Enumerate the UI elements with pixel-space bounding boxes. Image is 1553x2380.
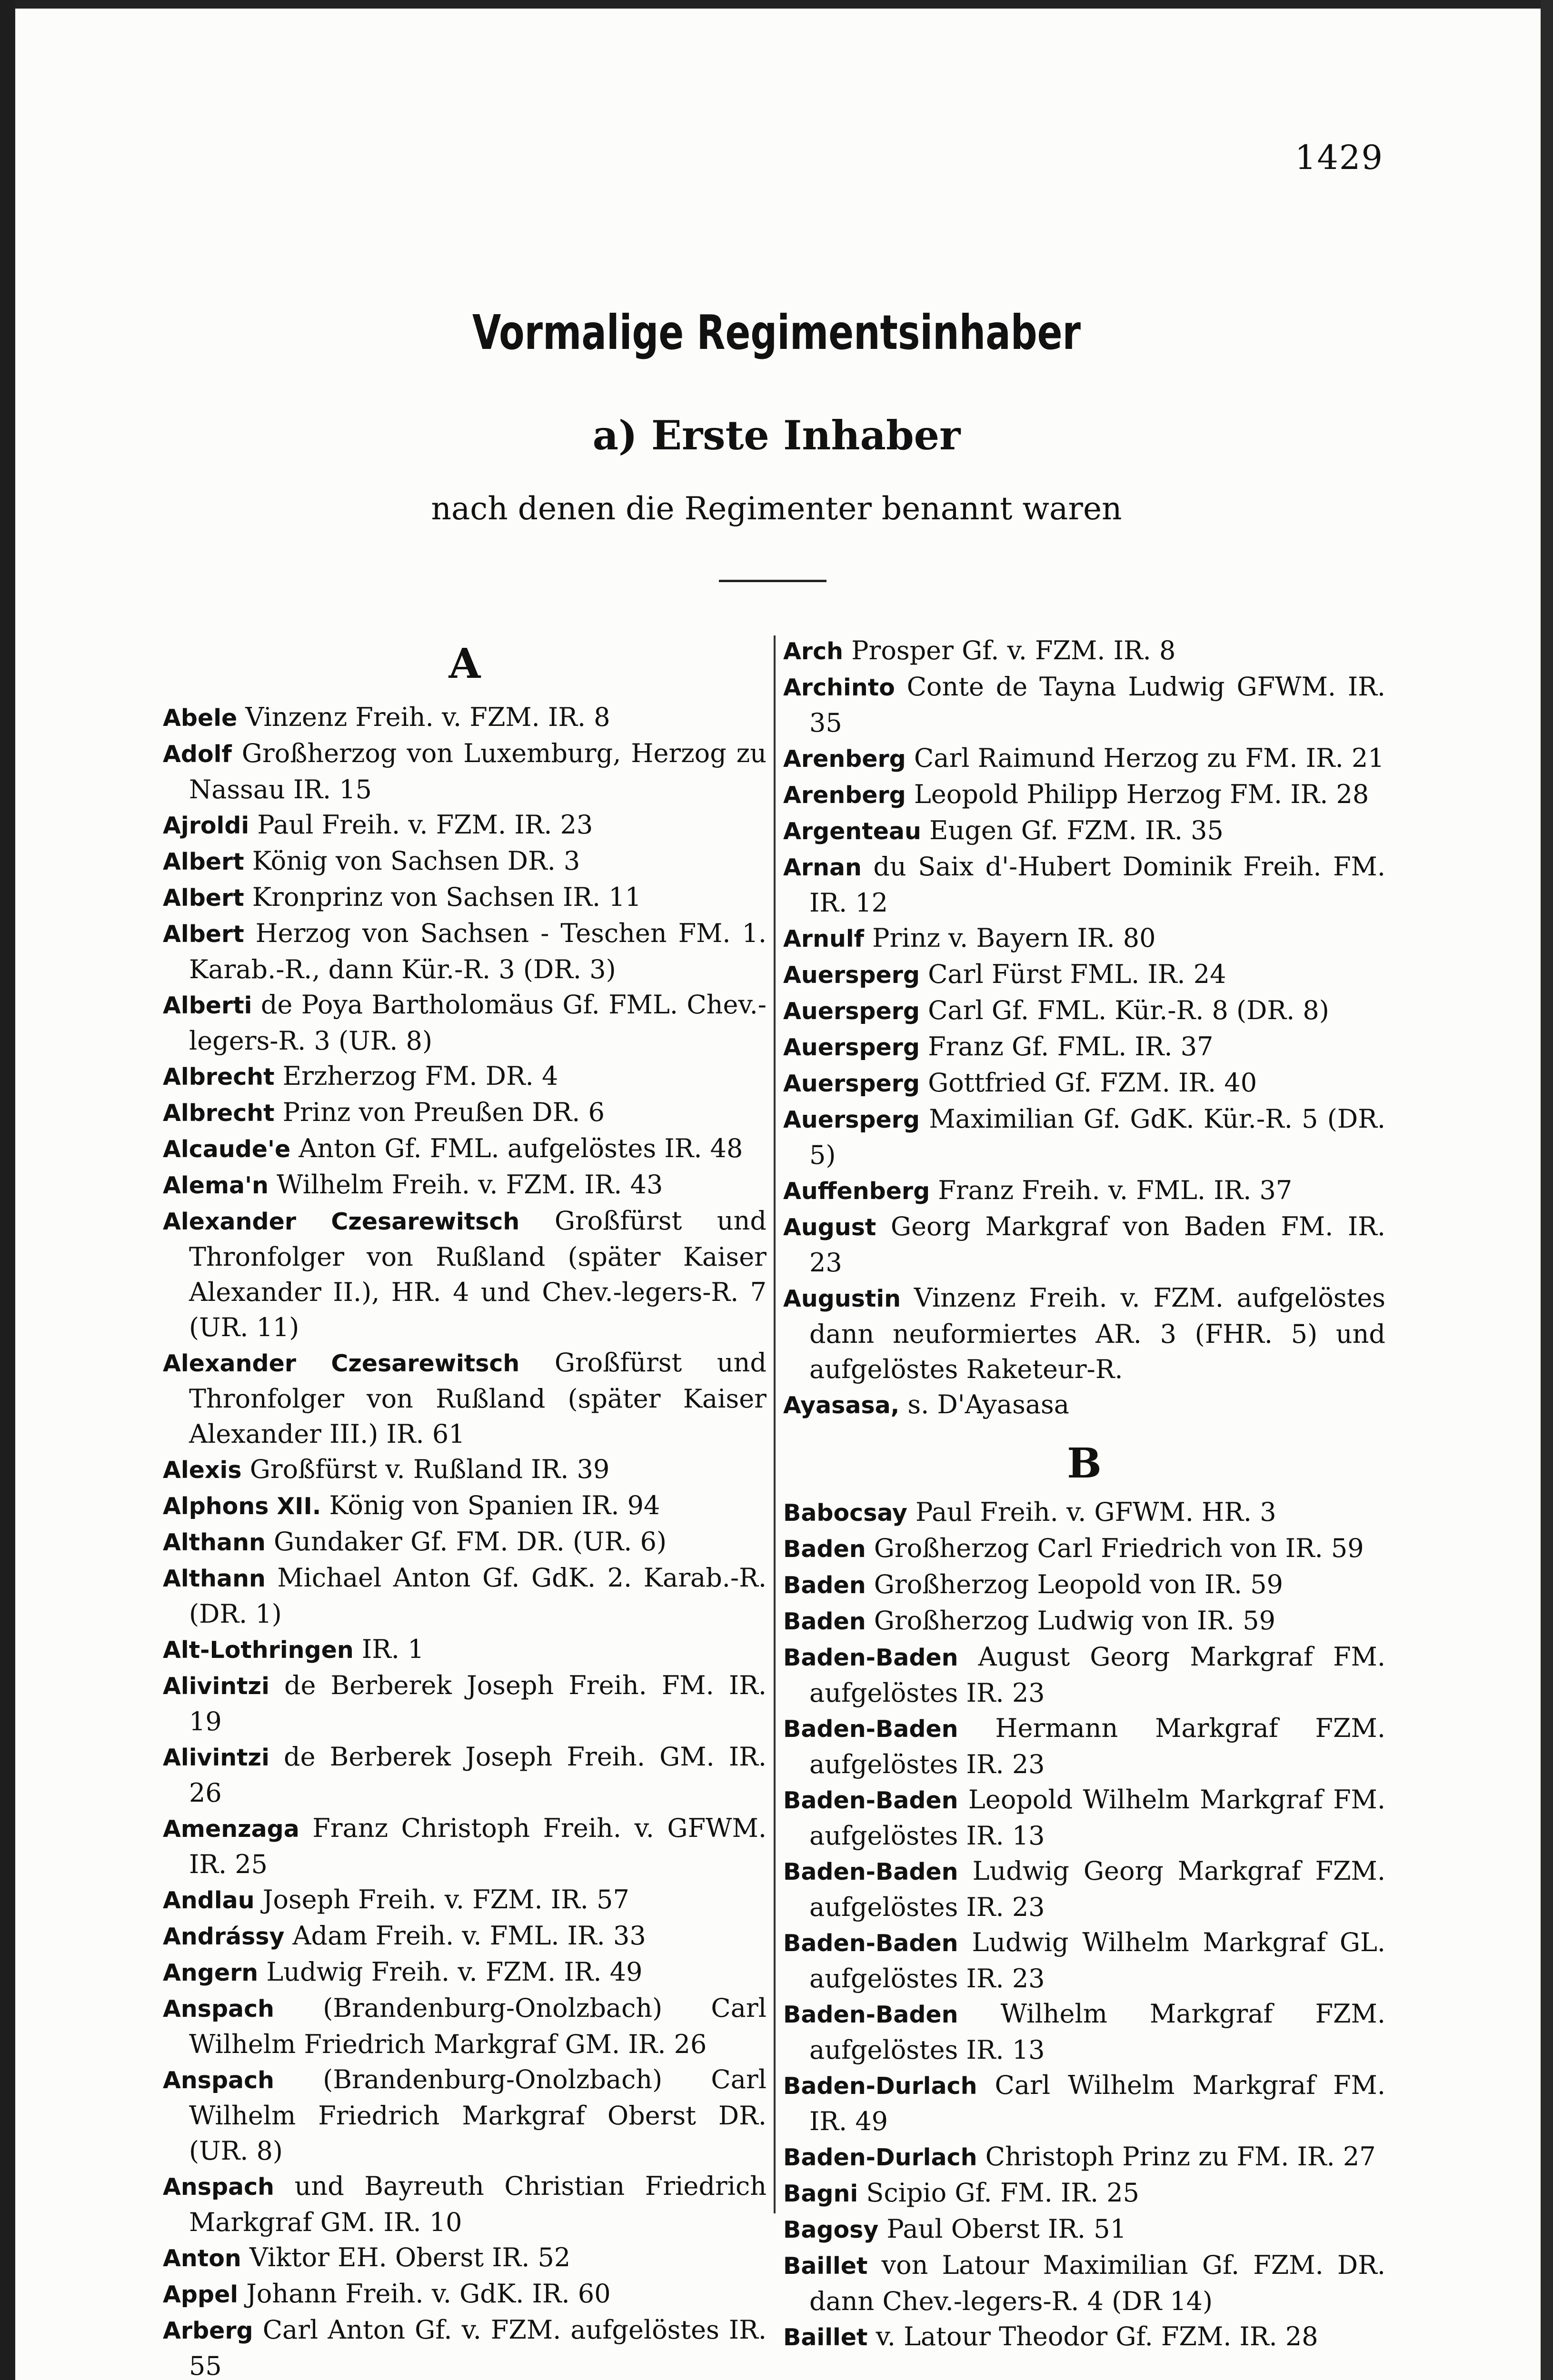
entry-text: Großherzog Leopold von IR. 59 — [866, 1569, 1283, 1599]
index-entry — [783, 2175, 1385, 2211]
index-entry — [783, 1173, 1385, 1209]
entry-text: du Saix d'-Hubert Dominik Freih. FM. IR. 12 — [809, 852, 1385, 918]
entry-text: Michael Anton Gf. GdK. 2. Karab.-R. (DR. 1) — [189, 1563, 767, 1629]
index-entry — [163, 1991, 767, 2062]
entry-headword: Alcaude'e — [163, 1136, 291, 1163]
index-entry — [783, 1603, 1385, 1639]
index-entry — [163, 1131, 767, 1167]
scan-border-left — [0, 0, 15, 2380]
index-entry — [163, 880, 767, 916]
entry-text: Joseph Freih. v. FZM. IR. 57 — [254, 1884, 629, 1914]
entry-text: Paul Freih. v. FZM. IR. 23 — [249, 810, 593, 840]
index-entry — [163, 2240, 767, 2276]
index-entry — [783, 741, 1385, 777]
entry-text: Prinz v. Bayern IR. 80 — [864, 923, 1156, 953]
index-entry — [163, 1954, 767, 1991]
entry-headword: Albert — [163, 884, 244, 912]
entry-text: Eugen Gf. FZM. IR. 35 — [921, 815, 1224, 845]
entry-text: de Poya Bartholomäus Gf. FML. Chev.-legers-R. 3 (UR. 8) — [189, 990, 767, 1056]
entry-headword: Baden-Baden — [783, 1787, 958, 1814]
index-entry — [163, 2312, 767, 2380]
entry-headword: Argenteau — [783, 818, 921, 845]
index-entry — [783, 1387, 1385, 1423]
entry-headword: Alberti — [163, 992, 252, 1019]
entry-text: Ludwig Georg Markgraf FZM. aufgelöstes IR. 23 — [809, 1856, 1385, 1922]
entry-text: de Berberek Joseph Freih. GM. IR. 26 — [189, 1742, 767, 1808]
index-entry — [783, 2211, 1385, 2248]
index-entry — [783, 2139, 1385, 2175]
entry-headword: Baden-Baden — [783, 1644, 958, 1671]
page-title: Vormalige Regimentsinhaber — [472, 305, 1081, 360]
entry-headword: Anspach — [163, 2067, 275, 2094]
index-entry — [783, 849, 1385, 921]
entry-headword: Albrecht — [163, 1100, 275, 1127]
index-entry — [783, 1101, 1385, 1173]
index-entry — [783, 1782, 1385, 1854]
index-entry — [783, 1854, 1385, 1925]
entry-text: Carl Gf. FML. Kür.-R. 8 (DR. 8) — [919, 995, 1329, 1025]
index-entry — [163, 843, 767, 880]
title-divider — [719, 580, 826, 582]
entry-text: Großfürst und Thronfolger von Rußland (später Kaiser Alexander II.), HR. 4 und Chev.-legers-R. 7 (UR. 11) — [189, 1206, 767, 1342]
entry-text: Prosper Gf. v. FZM. IR. 8 — [843, 635, 1176, 665]
entry-headword: Auersperg — [783, 962, 920, 989]
entry-headword: Alexander Czesarewitsch — [163, 1208, 520, 1235]
index-entry — [783, 1925, 1385, 1996]
index-entry — [783, 777, 1385, 813]
entry-text: Franz Freih. v. FML. IR. 37 — [930, 1175, 1293, 1205]
entry-headword: Arnulf — [783, 925, 864, 952]
entry-headword: Babocsay — [783, 1499, 907, 1527]
entry-headword: Anton — [163, 2245, 241, 2272]
entry-text: Großherzog Ludwig von IR. 59 — [866, 1606, 1275, 1636]
index-entry — [163, 1632, 767, 1668]
section-subtitle: a) Erste Inhaber — [592, 412, 961, 459]
index-entry — [163, 1095, 767, 1131]
entry-text: Scipio Gf. FM. IR. 25 — [858, 2178, 1140, 2208]
entry-headword: Baillet — [783, 2252, 868, 2280]
entry-text: v. Latour Theodor Gf. FZM. IR. 28 — [867, 2321, 1318, 2351]
entry-text: Franz Christoph Freih. v. GFWM. IR. 25 — [189, 1813, 767, 1879]
index-entry — [783, 2068, 1385, 2139]
index-entry — [163, 2062, 767, 2169]
entry-headword: Baden — [783, 1608, 866, 1635]
index-entry — [163, 1452, 767, 1488]
index-entry — [163, 1560, 767, 1632]
entry-text: Vinzenz Freih. v. FZM. IR. 8 — [237, 702, 610, 732]
entry-headword: Alexander Czesarewitsch — [163, 1350, 520, 1377]
entry-headword: Baden-Durlach — [783, 2144, 977, 2171]
index-entry — [163, 916, 767, 987]
entry-headword: Bagosy — [783, 2216, 879, 2243]
entry-text: (Brandenburg-Onolzbach) Carl Wilhelm Friedrich Markgraf Oberst DR. (UR. 8) — [189, 2064, 767, 2166]
entry-headword: Baden — [783, 1536, 866, 1563]
entry-headword: Baillet — [783, 2324, 868, 2351]
index-entry — [783, 813, 1385, 849]
entry-headword: Anspach — [163, 2173, 275, 2201]
entry-headword: Abele — [163, 704, 238, 732]
entry-headword: Auffenberg — [783, 1178, 930, 1205]
entry-text: Conte de Tayna Ludwig GFWM. IR. 35 — [809, 672, 1385, 738]
entry-text: Gottfried Gf. FZM. IR. 40 — [919, 1068, 1257, 1098]
index-entry — [783, 957, 1385, 993]
page-number: 1429 — [1294, 138, 1384, 177]
entry-headword: Alema'n — [163, 1172, 269, 1199]
entry-headword: Albert — [163, 848, 244, 875]
entry-headword: August — [783, 1214, 876, 1241]
entry-headword: Bagni — [783, 2180, 858, 2207]
entry-text: Carl Fürst FML. IR. 24 — [919, 959, 1226, 989]
index-entry — [163, 736, 767, 807]
entry-headword: Ayasasa, — [783, 1392, 900, 1419]
entry-text: Georg Markgraf von Baden FM. IR. 23 — [809, 1211, 1385, 1278]
entry-headword: Albrecht — [163, 1063, 275, 1091]
index-entry — [163, 1882, 767, 1918]
entry-text: Kronprinz von Sachsen IR. 11 — [244, 882, 642, 912]
index-entry — [783, 1029, 1385, 1065]
entry-headword: Andrássy — [163, 1923, 285, 1950]
entry-text: Gundaker Gf. FM. DR. (UR. 6) — [265, 1527, 667, 1557]
column-divider — [774, 635, 776, 2213]
entry-text: König von Sachsen DR. 3 — [244, 846, 580, 876]
entry-text: Leopold Philipp Herzog FM. IR. 28 — [906, 779, 1369, 809]
entry-text: Herzog von Sachsen - Teschen FM. 1. Karab.-R., dann Kür.-R. 3 (DR. 3) — [189, 918, 767, 984]
entry-text: de Berberek Joseph Freih. FM. IR. 19 — [189, 1670, 767, 1736]
entry-headword: Arberg — [163, 2317, 253, 2344]
entry-text: Carl Anton Gf. v. FZM. aufgelöstes IR. 55 — [189, 2315, 767, 2380]
entry-headword: Arnan — [783, 854, 862, 881]
entry-text: August Georg Markgraf FM. aufgelöstes IR. 23 — [809, 1642, 1385, 1708]
index-entry — [783, 1495, 1385, 1531]
entry-headword: Althann — [163, 1565, 266, 1592]
index-entry — [163, 1488, 767, 1524]
section-letter: B — [1067, 1439, 1102, 1488]
entry-text: Paul Oberst IR. 51 — [878, 2214, 1126, 2244]
entry-headword: Baden-Baden — [783, 1930, 958, 1957]
entry-text: König von Spanien IR. 94 — [321, 1490, 660, 1520]
entry-headword: Anspach — [163, 1995, 275, 2023]
entry-text: Wilhelm Markgraf FZM. aufgelöstes IR. 13 — [809, 1999, 1385, 2065]
entry-text: Ludwig Wilhelm Markgraf GL. aufgelöstes IR. 23 — [809, 1927, 1385, 1993]
entry-text: Wilhelm Freih. v. FZM. IR. 43 — [268, 1170, 663, 1200]
index-entry — [783, 1209, 1385, 1280]
scan-border-top — [0, 0, 1553, 9]
index-entry — [163, 1739, 767, 1811]
entry-text: Carl Raimund Herzog zu FM. IR. 21 — [906, 743, 1384, 773]
index-entry — [783, 2248, 1385, 2319]
entry-text: (Brandenburg-Onolzbach) Carl Wilhelm Friedrich Markgraf GM. IR. 26 — [189, 1993, 767, 2059]
entry-headword: Baden — [783, 1572, 866, 1599]
entry-headword: Andlau — [163, 1887, 255, 1914]
index-entry — [783, 993, 1385, 1029]
entry-headword: Ajroldi — [163, 812, 249, 839]
index-entry — [783, 1711, 1385, 1782]
section-letter: A — [448, 640, 481, 688]
entry-headword: Baden-Baden — [783, 1858, 958, 1885]
index-entry — [163, 1345, 767, 1452]
entry-headword: Adolf — [163, 741, 232, 768]
entry-text: Vinzenz Freih. v. FZM. aufgelöstes dann neuformiertes AR. 3 (FHR. 5) und aufgelöstes Raketeur-R. — [809, 1283, 1385, 1384]
entry-headword: Angern — [163, 1959, 259, 1986]
entry-text: Großfürst und Thronfolger von Rußland (später Kaiser Alexander III.) IR. 61 — [189, 1348, 767, 1449]
index-entry — [783, 1531, 1385, 1567]
section-caption: nach denen die Regimenter benannt waren — [431, 490, 1122, 527]
entry-text: und Bayreuth Christian Friedrich Markgraf GM. IR. 10 — [189, 2171, 767, 2237]
index-entry — [163, 807, 767, 843]
entry-headword: Althann — [163, 1529, 266, 1556]
entry-headword: Albert — [163, 921, 244, 948]
entry-text: Carl Wilhelm Markgraf FM. IR. 49 — [809, 2070, 1385, 2136]
index-entry — [163, 1668, 767, 1739]
entry-text: Ludwig Freih. v. FZM. IR. 49 — [258, 1957, 643, 1987]
entry-headword: Amenzaga — [163, 1815, 299, 1843]
entry-text: s. D'Ayasasa — [899, 1389, 1069, 1419]
entry-headword: Alt-Lothringen — [163, 1636, 354, 1664]
entry-text: Paul Freih. v. GFWM. HR. 3 — [907, 1497, 1276, 1527]
entry-headword: Baden-Baden — [783, 1716, 958, 1743]
entry-text: IR. 1 — [353, 1634, 424, 1664]
index-entry — [163, 1918, 767, 1954]
entry-headword: Augustin — [783, 1285, 901, 1312]
entry-headword: Arch — [783, 638, 844, 665]
entry-headword: Auersperg — [783, 1070, 920, 1097]
entry-headword: Auersperg — [783, 1034, 920, 1061]
entry-headword: Alexis — [163, 1457, 242, 1484]
index-entry — [783, 1567, 1385, 1603]
entry-text: Großherzog Carl Friedrich von IR. 59 — [866, 1533, 1364, 1563]
index-entry — [163, 1059, 767, 1095]
index-entry — [783, 633, 1385, 669]
index-entry — [163, 700, 767, 736]
entry-text: Erzherzog FM. DR. 4 — [274, 1061, 558, 1091]
scan-border-right — [1541, 0, 1553, 2380]
entry-text: Christoph Prinz zu FM. IR. 27 — [977, 2142, 1376, 2172]
entry-text: Maximilian Gf. GdK. Kür.-R. 5 (DR. 5) — [809, 1104, 1385, 1170]
index-entry — [783, 1280, 1385, 1387]
entry-headword: Alphons XII. — [163, 1493, 321, 1520]
entry-text: Leopold Wilhelm Markgraf FM. aufgelöstes IR. 13 — [809, 1785, 1385, 1851]
entry-text: Prinz von Preußen DR. 6 — [274, 1097, 605, 1127]
index-entry — [783, 1639, 1385, 1711]
entry-headword: Baden-Baden — [783, 2001, 958, 2028]
entry-text: Anton Gf. FML. aufgelöstes IR. 48 — [290, 1133, 743, 1163]
index-entry — [783, 1996, 1385, 2068]
entry-headword: Baden-Durlach — [783, 2073, 977, 2100]
entry-headword: Arenberg — [783, 745, 906, 773]
entry-text: Franz Gf. FML. IR. 37 — [919, 1031, 1214, 1061]
index-entry — [163, 987, 767, 1059]
entry-text: Johann Freih. v. GdK. IR. 60 — [238, 2279, 611, 2309]
entry-headword: Auersperg — [783, 998, 920, 1025]
entry-headword: Archinto — [783, 674, 895, 701]
entry-text: von Latour Maximilian Gf. FZM. DR. dann Chev.-legers-R. 4 (DR 14) — [809, 2250, 1385, 2316]
index-entry — [163, 2169, 767, 2240]
index-entry — [163, 1524, 767, 1560]
entry-headword: Appel — [163, 2281, 239, 2308]
entry-headword: Alivintzi — [163, 1744, 269, 1771]
index-entry — [163, 1167, 767, 1203]
entry-headword: Arenberg — [783, 782, 906, 809]
index-entry — [163, 2276, 767, 2312]
entry-text: Großherzog von Luxemburg, Herzog zu Nassau IR. 15 — [189, 738, 767, 804]
entry-text: Adam Freih. v. FML. IR. 33 — [284, 1921, 646, 1951]
index-entry — [163, 1811, 767, 1882]
right-column — [783, 633, 1385, 2355]
entry-headword: Auersperg — [783, 1106, 920, 1133]
index-entry — [783, 921, 1385, 957]
entry-text: Großfürst v. Rußland IR. 39 — [241, 1454, 610, 1484]
left-column — [163, 628, 767, 2380]
entry-text: Hermann Markgraf FZM. aufgelöstes IR. 23 — [809, 1713, 1385, 1779]
entry-headword: Alivintzi — [163, 1673, 269, 1700]
index-entry — [783, 2319, 1385, 2355]
index-entry — [163, 1203, 767, 1345]
index-entry — [783, 669, 1385, 741]
entry-text: Viktor EH. Oberst IR. 52 — [241, 2242, 571, 2272]
index-entry — [783, 1065, 1385, 1101]
